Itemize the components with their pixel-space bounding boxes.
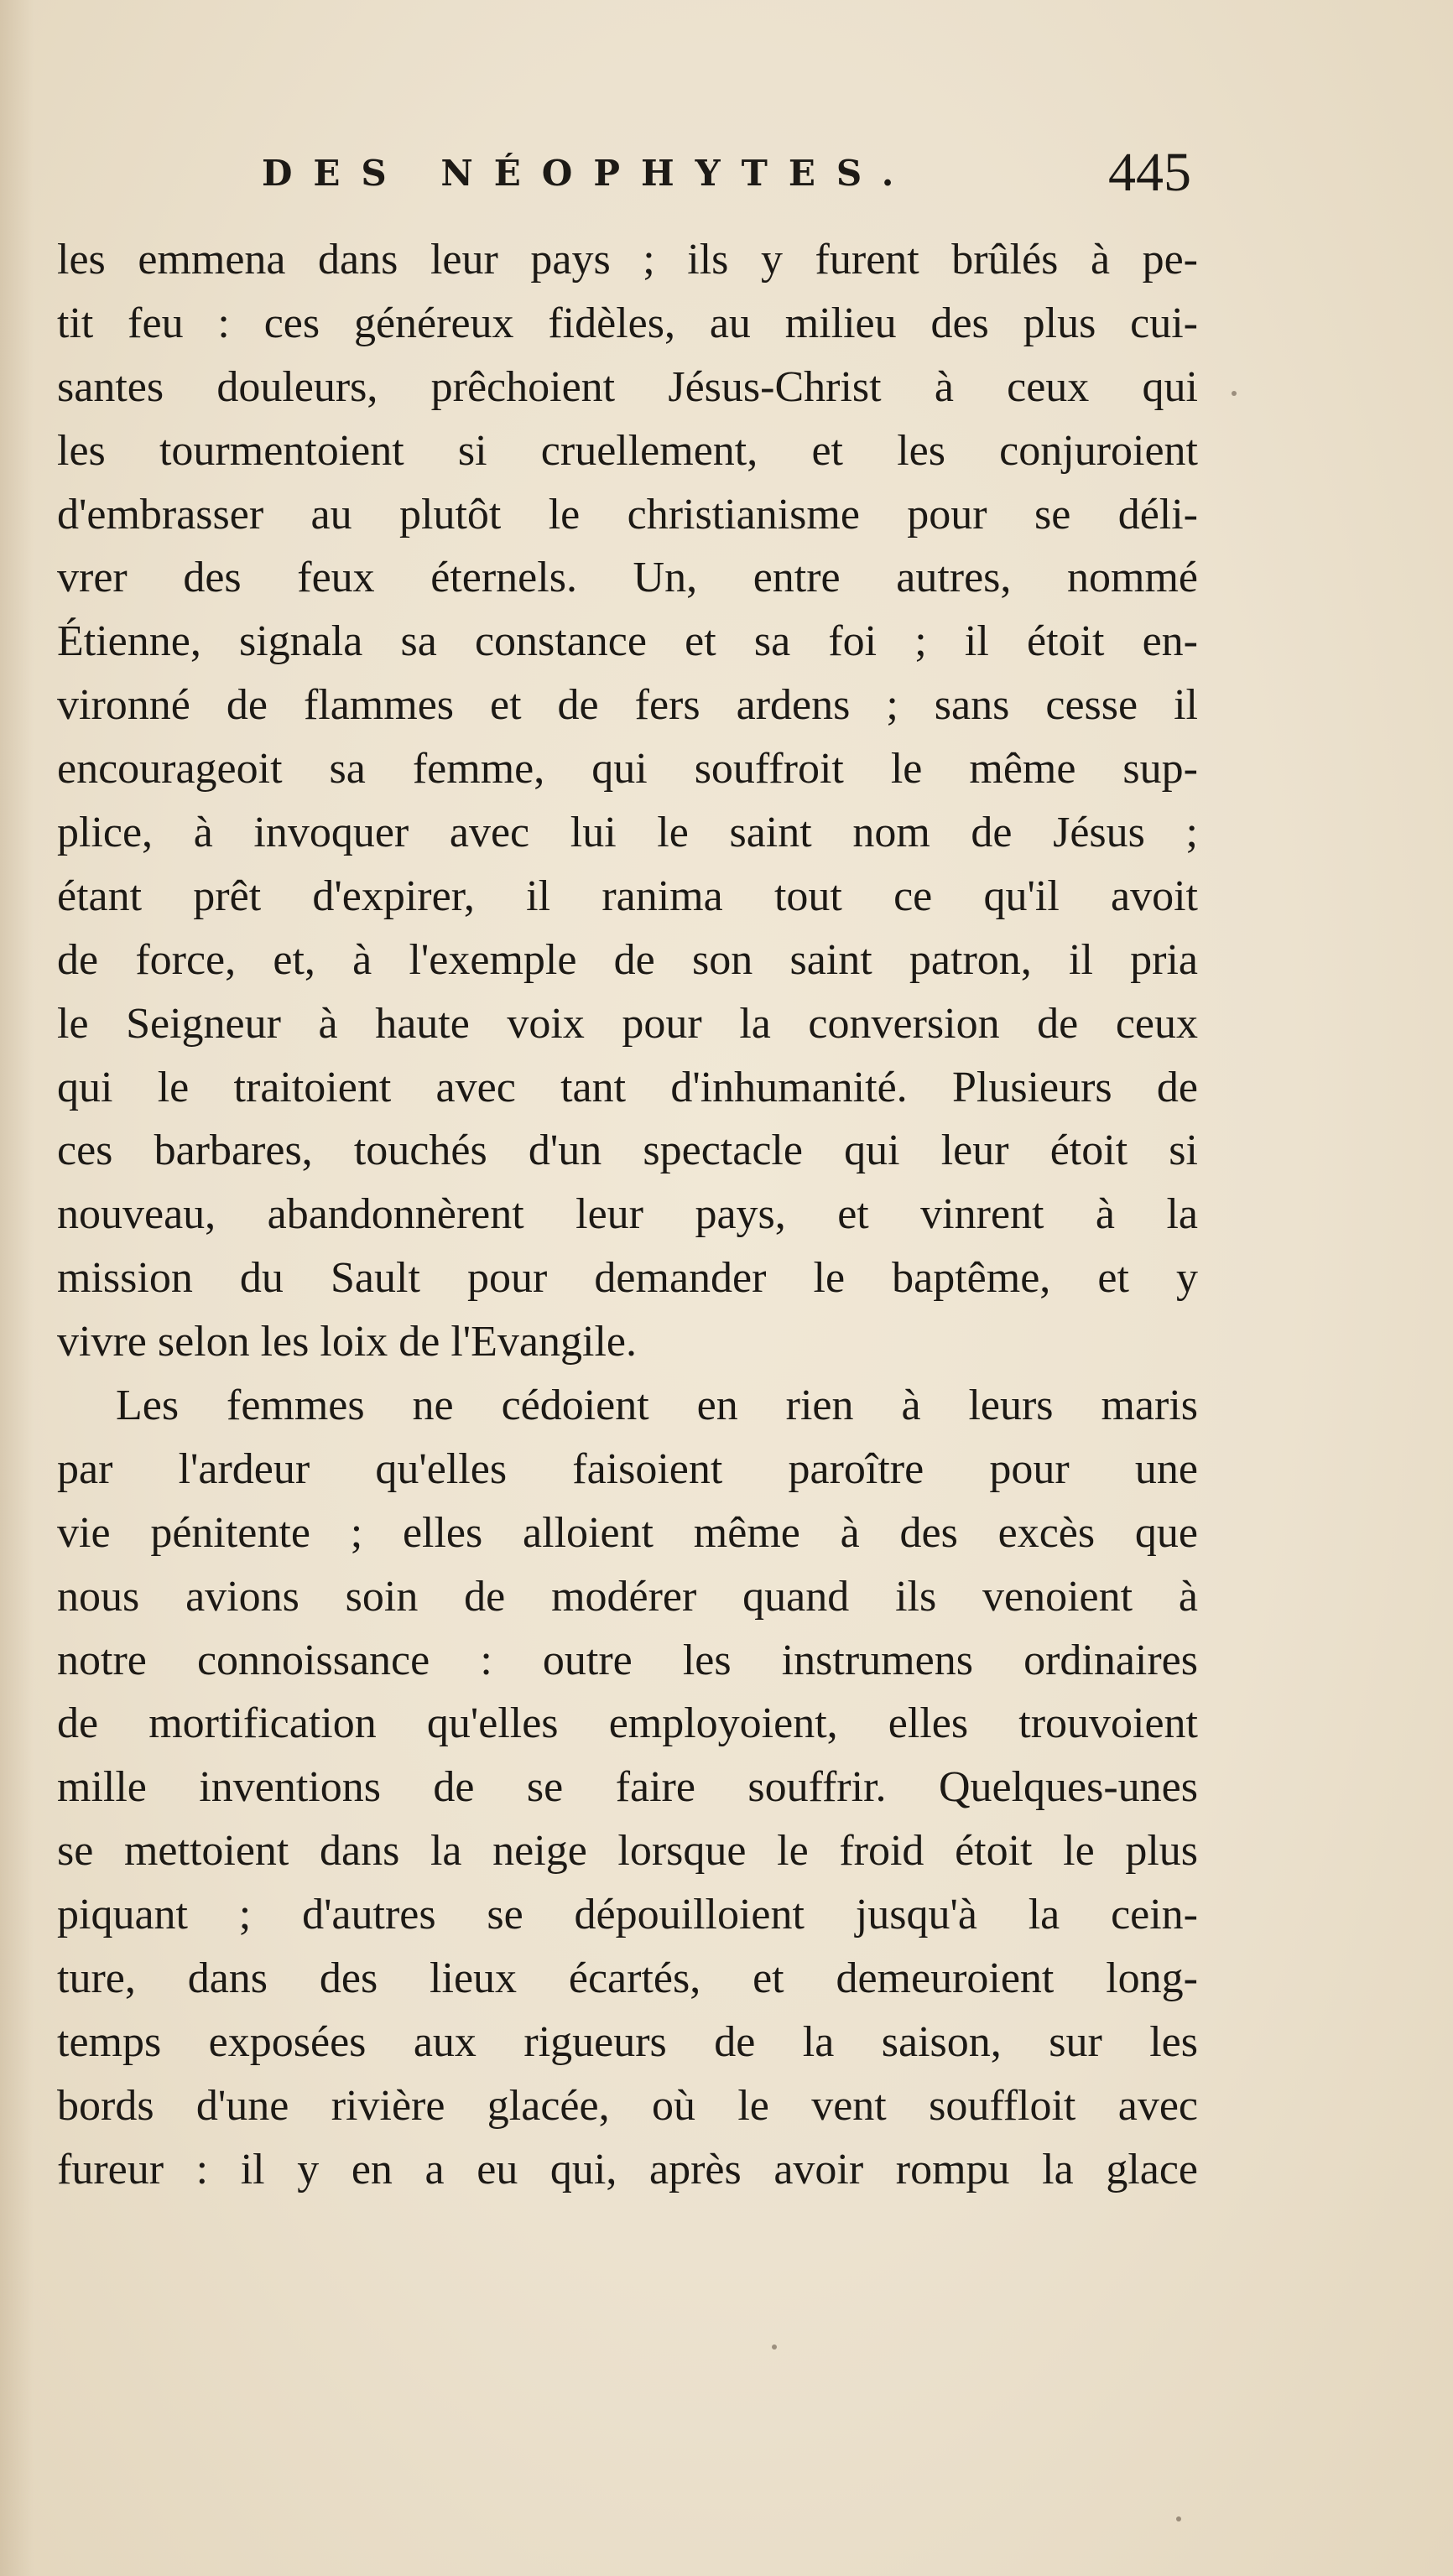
text-line: de force, et, à l'exemple de son saint patron, il pria <box>57 935 1198 984</box>
text-line: nous avions soin de modérer quand ils venoient à <box>57 1572 1198 1621</box>
text-line: vivre selon les loix de l'Evangile. <box>57 1318 637 1366</box>
page-header <box>243 141 1225 208</box>
text-line: fureur : il y en a eu qui, après avoir rompu la glace <box>57 2145 1198 2194</box>
text-line: encourageoit sa femme, qui souffroit le même sup- <box>57 745 1198 794</box>
text-line: les tourmentoient si cruellement, et les conjuroient <box>57 426 1198 475</box>
text-line: vrer des feux éternels. Un, entre autres, nommé <box>57 554 1198 602</box>
text-line: piquant ; d'autres se dépouilloient jusqu'à la cein- <box>57 1891 1198 1939</box>
text-line: Les femmes ne cédoient en rien à leurs maris <box>116 1382 1198 1430</box>
text-line: le Seigneur à haute voix pour la conversion de ceux <box>57 999 1198 1048</box>
text-line: tit feu : ces généreux fidèles, au milieu des plus cui- <box>57 299 1198 347</box>
paper-speck <box>772 2344 777 2350</box>
text-line: les emmena dans leur pays ; ils y furent brûlés à pe- <box>57 236 1198 284</box>
page-number: 445 <box>1108 142 1191 203</box>
text-line: vironné de flammes et de fers ardens ; sans cesse il <box>57 681 1198 730</box>
text-line: mission du Sault pour demander le baptême, et y <box>57 1254 1198 1303</box>
text-line: santes douleurs, prêchoient Jésus-Christ à ceux qui <box>57 362 1198 411</box>
text-line: Étienne, signala sa constance et sa foi ; il étoit en- <box>57 617 1198 666</box>
text-line: ture, dans des lieux écartés, et demeuroient long- <box>57 1954 1198 2003</box>
paper-speck <box>1232 391 1237 396</box>
text-line: nouveau, abandonnèrent leur pays, et vinrent à la <box>57 1190 1198 1239</box>
text-line: qui le traitoient avec tant d'inhumanité. Plusieurs de <box>57 1063 1198 1111</box>
paper-speck <box>1176 2516 1181 2521</box>
text-line: temps exposées aux rigueurs de la saison, sur les <box>57 2017 1198 2066</box>
text-line: bords d'une rivière glacée, où le vent souffloit avec <box>57 2081 1198 2130</box>
text-line: notre connoissance : outre les instrumens ordinaires <box>57 1636 1198 1684</box>
running-head: DES NÉOPHYTES. <box>262 153 915 194</box>
text-line: d'embrasser au plutôt le christianisme pour se déli- <box>57 490 1198 539</box>
text-line: ces barbares, touchés d'un spectacle qui leur étoit si <box>57 1127 1198 1175</box>
text-line: plice, à invoquer avec lui le saint nom de Jésus ; <box>57 809 1198 857</box>
text-line: mille inventions de se faire souffrir. Quelques-unes <box>57 1763 1198 1812</box>
page-edge-shadow <box>0 0 34 2576</box>
body-text <box>57 228 1198 2202</box>
text-line: de mortification qu'elles employoient, elles trouvoient <box>57 1699 1198 1748</box>
text-line: se mettoient dans la neige lorsque le froid étoit le plus <box>57 1827 1198 1876</box>
text-line: par l'ardeur qu'elles faisoient paroître pour une <box>57 1444 1198 1493</box>
text-line: étant prêt d'expirer, il ranima tout ce qu'il avoit <box>57 872 1198 920</box>
text-line: vie pénitente ; elles alloient même à des excès que <box>57 1508 1198 1557</box>
